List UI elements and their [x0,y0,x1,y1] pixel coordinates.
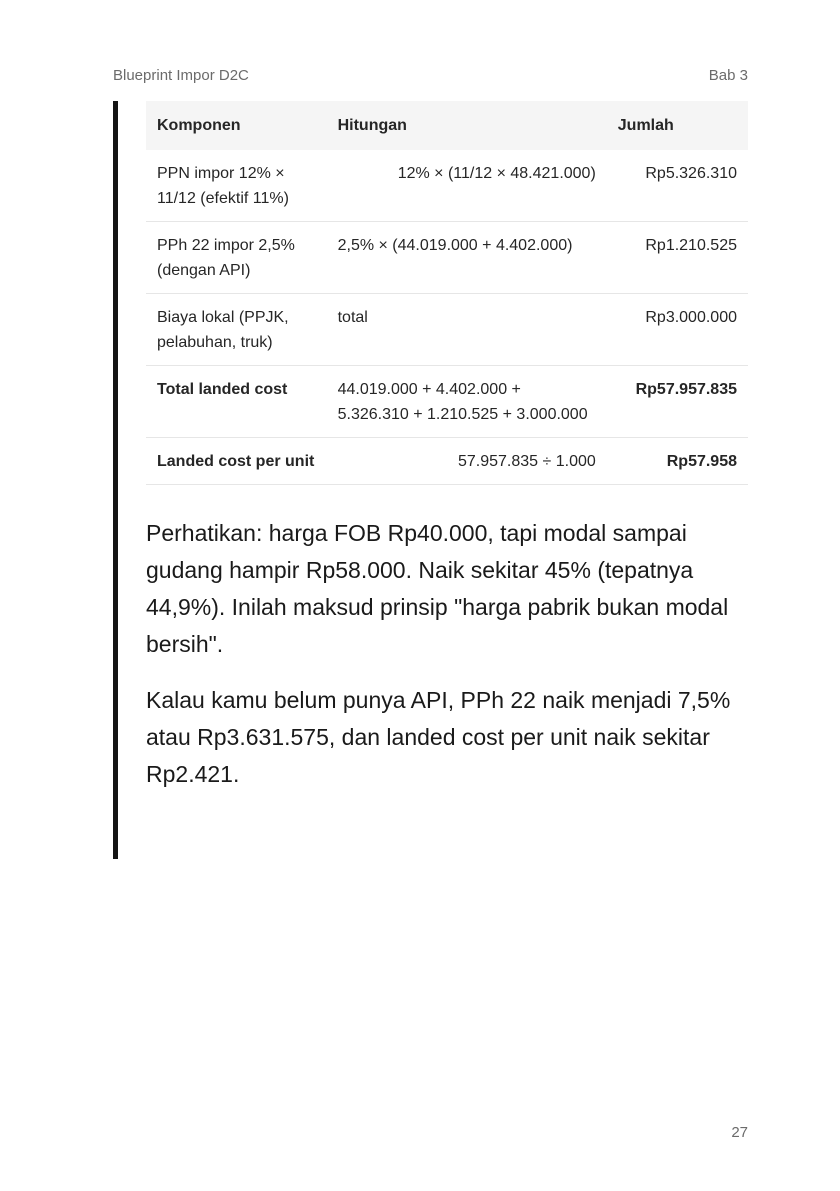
cell-komponen: Total landed cost [146,366,327,438]
table-row-per-unit [146,438,748,485]
table-row [146,150,748,222]
chapter-label: Bab 3 [708,67,748,84]
main-content [146,101,748,793]
cell-komponen: PPh 22 impor 2,5% (dengan API) [146,222,327,294]
cell-jumlah: Rp57.958 [607,438,748,485]
landed-cost-table [146,101,748,485]
table-row-total [146,366,748,438]
cell-jumlah: Rp1.210.525 [607,222,748,294]
cell-jumlah: Rp3.000.000 [607,294,748,366]
table-row [146,294,748,366]
cell-jumlah: Rp57.957.835 [607,366,748,438]
column-header-hitungan: Hitungan [327,101,607,150]
cell-hitungan: 44.019.000 + 4.402.000 + 5.326.310 + 1.210.525 + 3.000.000 [327,366,607,438]
table-header-row [146,101,748,150]
cell-komponen: Biaya lokal (PPJK, pelabuhan, truk) [146,294,327,366]
cell-hitungan: 12% × (11/12 × 48.421.000) [327,150,607,222]
paragraph-tanpa-api: Kalau kamu belum punya API, PPh 22 naik menjadi 7,5% atau Rp3.631.575, dan landed cost per unit naik sekitar Rp2.421. [146,687,731,787]
page-number: 27 [731,1124,748,1141]
table-row [146,222,748,294]
cell-hitungan: 57.957.835 ÷ 1.000 [327,438,607,485]
running-header [113,67,748,84]
column-header-komponen: Komponen [146,101,327,150]
cell-jumlah: Rp5.326.310 [607,150,748,222]
cell-komponen: PPN impor 12% × 11/12 (efektif 11%) [146,150,327,222]
cell-hitungan: 2,5% × (44.019.000 + 4.402.000) [327,222,607,294]
paragraph-perhatikan: Perhatikan: harga FOB Rp40.000, tapi modal sampai gudang hampir Rp58.000. Naik sekitar 45% (tepatnya 44,9%). Inilah maksud prinsip "harga pabrik bukan modal bersih". [146,520,729,657]
column-header-jumlah: Jumlah [607,101,748,150]
cell-komponen: Landed cost per unit [146,438,327,485]
book-title: Blueprint Impor D2C [113,67,249,84]
cell-hitungan: total [327,294,607,366]
